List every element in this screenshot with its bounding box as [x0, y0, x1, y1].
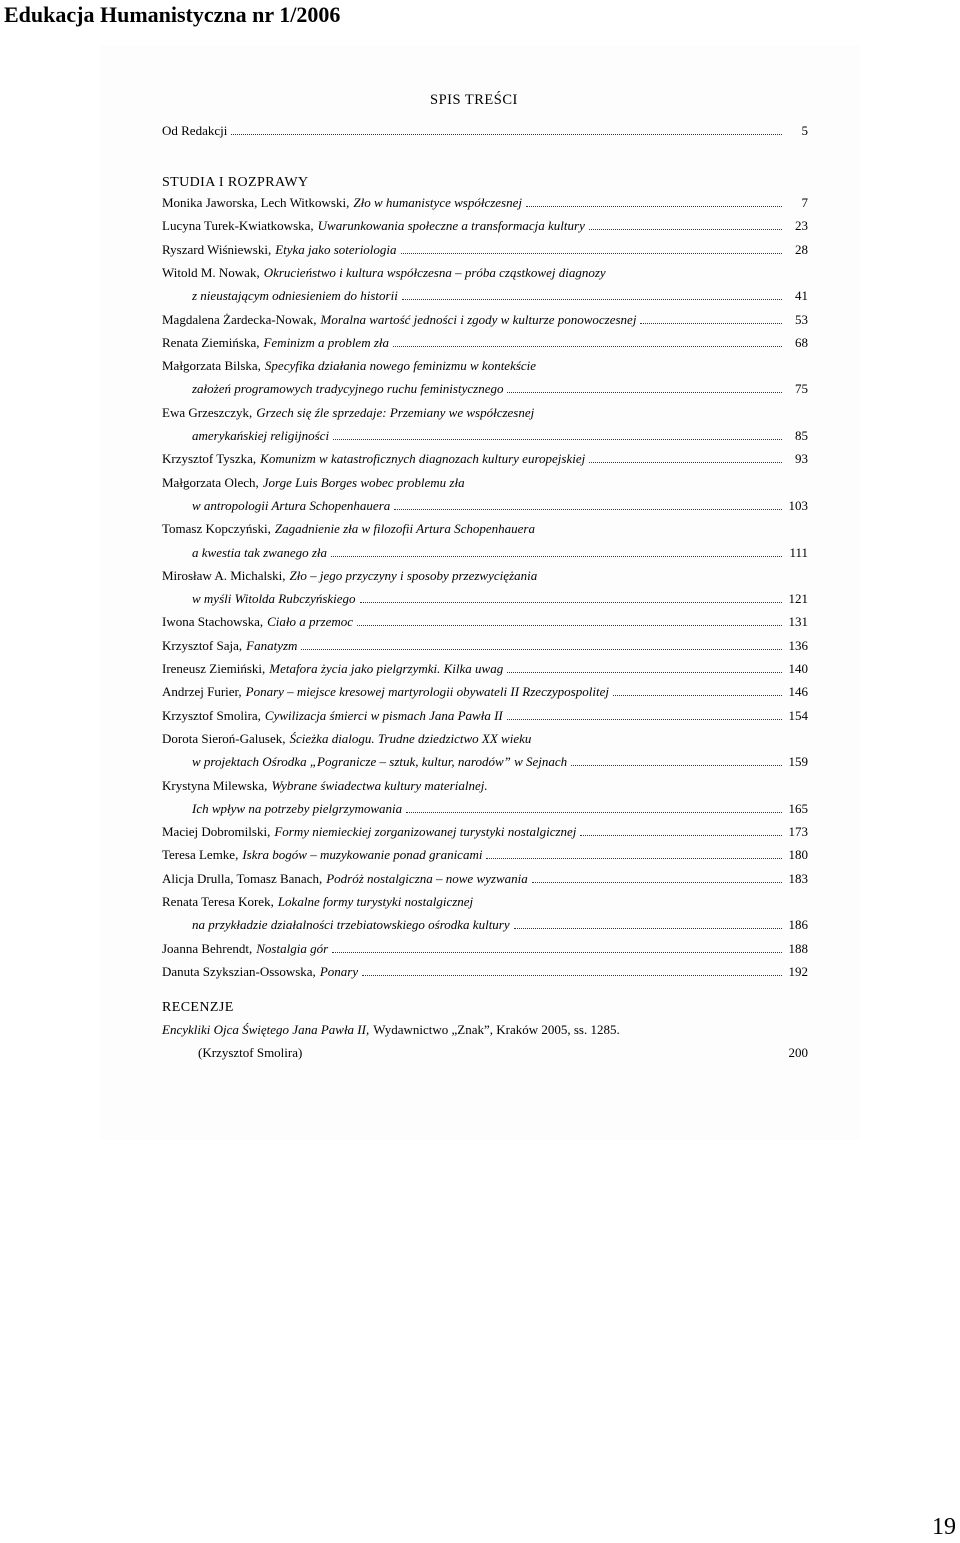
toc-leader: [360, 602, 782, 603]
toc-entry-title: Lokalne formy turystyki nostalgicznej: [277, 894, 474, 909]
toc-entry-page: 165: [788, 800, 808, 816]
toc-entry-title: Specyfika działania nowego feminizmu w kontekście: [264, 358, 537, 374]
section-heading-studia: STUDIA I ROZPRAWY: [162, 175, 309, 190]
toc-leader: [231, 134, 782, 135]
toc-leader: [332, 952, 782, 953]
toc-entry-title: Ich wpływ na potrzeby pielgrzymowania: [192, 800, 403, 816]
toc-entry-page: 121: [788, 591, 808, 607]
review-title: Encykliki Ojca Świętego Jana Pawła II,: [162, 1022, 370, 1037]
toc-entry: [162, 451, 808, 467]
toc-entry-title: założeń programowych tradycyjnego ruchu feministycznego: [192, 381, 504, 397]
toc-entry-title: Ciało a przemoc: [267, 614, 354, 630]
toc-leader: [331, 556, 782, 557]
toc-entry-author: Ireneusz Ziemiński,: [162, 661, 266, 676]
toc-entry-page: 183: [788, 870, 808, 886]
toc-entry-title: amerykańskiej religijności: [192, 428, 330, 443]
review-entry: [162, 1022, 808, 1038]
toc-entry: [162, 708, 808, 724]
toc-entry-title: w projektach Ośrodka „Pogranicze – sztuk, kultur, narodów” w Sejnach: [192, 754, 568, 770]
toc-entry-title: Feminizm a problem zła: [263, 334, 390, 350]
toc-entry: [192, 288, 808, 304]
toc-entry: [162, 242, 808, 258]
toc-entry-page: 93: [795, 451, 808, 467]
toc-entry: [162, 358, 808, 374]
toc-entry-page: 188: [788, 940, 808, 956]
toc-entry-page: 159: [788, 754, 808, 770]
toc-entry: [162, 218, 808, 234]
toc-entry: [162, 638, 808, 654]
toc-entry-title: a kwestia tak zwanego zła: [192, 544, 328, 560]
toc-leader: [333, 439, 782, 440]
toc-entry-title: Nostalgia gór: [256, 940, 329, 956]
toc-title: SPIS TREŚCI: [430, 92, 518, 108]
toc-entry-author: Dorota Sieroń-Galusek,: [162, 730, 286, 746]
toc-entry-title: z nieustającym odniesieniem do historii: [192, 288, 398, 304]
toc-entry-title: Fanatyzm: [246, 637, 298, 653]
toc-entry-page: 75: [795, 381, 808, 397]
toc-entry-title: Wybrane świadectwa kultury materialnej.: [271, 777, 488, 793]
page-number: 19: [932, 1514, 956, 1540]
toc-entry: [162, 684, 808, 700]
toc-entry-title: Ponary – miejsce kresowej martyrologii obywateli II Rzeczypospolitej: [245, 684, 609, 700]
toc-entry-author: Witold M. Nowak,: [162, 264, 260, 280]
toc-entry: [162, 475, 808, 491]
toc-entry-author: Krzysztof Tyszka,: [162, 451, 257, 467]
toc-entry-page: 136: [788, 637, 808, 653]
toc-entry-author: Alicja Drulla, Tomasz Banach,: [162, 870, 323, 886]
review-entry-cont: [198, 1045, 808, 1061]
toc-entry-title: Metafora życia jako pielgrzymki. Kilka uwag: [269, 661, 504, 676]
toc-entry-title: Etyka jako soteriologia: [275, 241, 397, 257]
toc-entry-page: 53: [795, 311, 808, 327]
toc-entry: [162, 614, 808, 630]
toc-entry: [162, 521, 808, 537]
toc-leader: [362, 975, 782, 976]
review-publisher: Wydawnictwo „Znak”, Kraków 2005, ss. 1285.: [373, 1022, 620, 1037]
toc-entry-author: Małgorzata Bilska,: [162, 358, 261, 374]
toc-leader: [486, 858, 782, 859]
toc-entry: [192, 917, 808, 933]
toc-entry-author: Danuta Szykszian-Ossowska,: [162, 963, 316, 979]
toc-entry-author: Lucyna Turek-Kwiatkowska,: [162, 218, 314, 234]
toc-entry-title: Zagadnienie zła w filozofii Artura Schopenhauera: [274, 521, 535, 537]
toc-entry-title: Zło – jego przyczyny i sposoby przezwyciężania: [289, 567, 538, 583]
toc-entry-author: Magdalena Żardecka-Nowak,: [162, 311, 317, 327]
toc-entry-title: w antropologii Artura Schopenhauera: [192, 497, 391, 513]
toc-entry: [162, 824, 808, 840]
toc-leader: [532, 882, 782, 883]
toc-entry-author: Od Redakcji: [162, 123, 228, 138]
review-reviewer: (Krzysztof Smolira): [198, 1045, 303, 1060]
toc-entry: [192, 754, 808, 770]
toc-entry: [162, 731, 808, 747]
toc-entry-author: Teresa Lemke,: [162, 847, 239, 863]
toc-entry-title: Ścieżka dialogu. Trudne dziedzictwo XX wieku: [289, 730, 532, 746]
toc-entry-page: 146: [788, 684, 808, 700]
toc-entry: [162, 778, 808, 794]
toc-entry: [162, 871, 808, 887]
toc-leader: [394, 509, 782, 510]
toc-entry: [162, 312, 808, 328]
toc-entry-title: Grzech się źle sprzedaje: Przemiany we współczesnej: [256, 404, 535, 420]
toc-entry-page: 5: [801, 123, 808, 138]
toc-entry-title: Jorge Luis Borges wobec problemu zła: [262, 474, 465, 490]
toc-entry-page: 192: [788, 963, 808, 979]
section-heading-recenzje: RECENZJE: [162, 1000, 234, 1015]
toc-entry: [192, 591, 808, 607]
toc-entry: [192, 381, 808, 397]
toc-entry-author: Ryszard Wiśniewski,: [162, 241, 272, 257]
scanned-toc-page: [100, 45, 860, 1140]
toc-entry-title: w myśli Witolda Rubczyńskiego: [192, 591, 356, 607]
toc-leader: [580, 835, 782, 836]
toc-entry-author: Krzysztof Saja,: [162, 637, 243, 653]
toc-entry-title: Komunizm w katastroficznych diagnozach kultury europejskiej: [260, 451, 586, 467]
toc-entry-title: Moralna wartość jedności i zgody w kulturze ponowoczesnej: [320, 311, 637, 327]
toc-entry-page: 180: [788, 847, 808, 863]
toc-entry-intro: [162, 123, 808, 139]
toc-entry-title: Iskra bogów – muzykowanie ponad granicami: [242, 847, 483, 863]
toc-entry-author: Andrzej Furier,: [162, 684, 242, 700]
toc-entry-author: Renata Ziemińska,: [162, 334, 260, 350]
toc-entry-author: Monika Jaworska, Lech Witkowski,: [162, 195, 350, 210]
toc-entry: [162, 941, 808, 957]
toc-entry-page: 154: [788, 707, 808, 723]
toc-entry-page: 85: [795, 428, 808, 443]
toc-entry-title: na przykładzie działalności trzebiatowskiego ośrodka kultury: [192, 917, 510, 933]
toc-entry-author: Mirosław A. Michalski,: [162, 567, 286, 583]
toc-leader: [640, 323, 782, 324]
toc-leader: [507, 672, 782, 673]
toc-leader: [401, 253, 782, 254]
toc-entry-page: 68: [795, 334, 808, 350]
toc-entry-page: 7: [801, 195, 808, 210]
toc-entry: [162, 265, 808, 281]
toc-entry: [162, 894, 808, 910]
toc-entry: [192, 545, 808, 561]
toc-entry: [192, 801, 808, 817]
toc-entry-author: Renata Teresa Korek,: [162, 894, 274, 909]
toc-entry-title: Podróż nostalgiczna – nowe wyzwania: [326, 870, 528, 886]
toc-leader: [571, 765, 782, 766]
toc-entry: [162, 964, 808, 980]
toc-entry-author: Ewa Grzeszczyk,: [162, 404, 253, 420]
toc-entry: [162, 568, 808, 584]
toc-entry-title: Ponary: [319, 963, 359, 979]
toc-leader: [514, 928, 782, 929]
toc-leader: [357, 625, 782, 626]
toc-leader: [613, 695, 782, 696]
toc-entry: [162, 847, 808, 863]
toc-entry-title: Uwarunkowania społeczne a transformacja kultury: [317, 218, 585, 234]
toc-entry-title: Okrucieństwo i kultura współczesna – próba cząstkowej diagnozy: [263, 264, 606, 280]
toc-entry: [192, 498, 808, 514]
toc-entry: [192, 428, 808, 444]
toc-entry-page: 23: [795, 218, 808, 234]
toc-leader: [589, 229, 782, 230]
toc-leader: [406, 812, 782, 813]
toc-leader: [507, 719, 782, 720]
toc-entry-page: 111: [789, 544, 808, 560]
toc-leader: [589, 462, 782, 463]
toc-entry-title: Cywilizacja śmierci w pismach Jana Pawła II: [264, 707, 503, 723]
toc-entry-author: Joanna Behrendt,: [162, 940, 253, 956]
toc-entry-page: 28: [795, 241, 808, 257]
toc-entry-author: Krzysztof Smolira,: [162, 707, 261, 723]
toc-entry-page: 103: [788, 497, 808, 513]
toc-entry-page: 186: [788, 917, 808, 933]
toc-entry-page: 131: [788, 614, 808, 630]
toc-leader: [526, 206, 782, 207]
review-page: 200: [788, 1045, 808, 1060]
toc-leader: [507, 392, 782, 393]
toc-entry-author: Krystyna Milewska,: [162, 777, 268, 793]
toc-leader: [393, 346, 782, 347]
toc-entry-title: Zło w humanistyce współczesnej: [353, 195, 522, 210]
toc-entry-title: Formy niemieckiej zorganizowanej turystyki nostalgicznej: [274, 824, 577, 840]
toc-entry-author: Iwona Stachowska,: [162, 614, 264, 630]
toc-leader: [402, 299, 782, 300]
toc-entry-page: 173: [788, 824, 808, 840]
toc-entry-page: 140: [788, 661, 808, 676]
toc-entry-page: 41: [795, 288, 808, 304]
toc-entry: [162, 661, 808, 677]
toc-entry: [162, 335, 808, 351]
toc-entry-author: Tomasz Kopczyński,: [162, 521, 271, 537]
document-header: Edukacja Humanistyczna nr 1/2006: [4, 2, 341, 27]
toc-entry: [162, 195, 808, 211]
toc-entry-author: Małgorzata Olech,: [162, 474, 259, 490]
toc-entry: [162, 405, 808, 421]
toc-entry-author: Maciej Dobromilski,: [162, 824, 271, 840]
toc-leader: [301, 649, 782, 650]
